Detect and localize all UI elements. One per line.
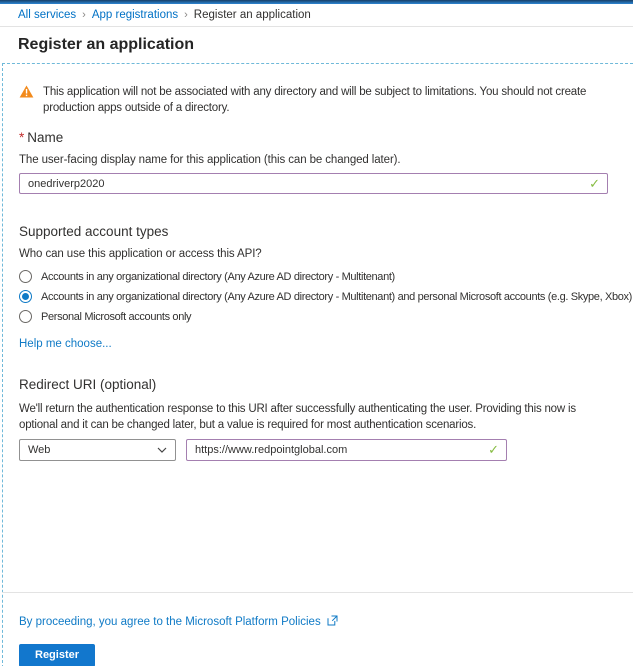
name-field-label: * Name [19, 130, 64, 145]
name-field-description: The user-facing display name for this application (this can be changed later). [19, 154, 401, 166]
radio-option-label: Accounts in any organizational directory (Any Azure AD directory - Multitenant) [41, 270, 395, 283]
redirect-type-selected-value: Web [28, 444, 51, 456]
redirect-uri-description: We'll return the authentication response to this URI after successfully authenticating the user. Providing this now is optional and it can be changed later, but a value is required for most authentication scenarios. [19, 403, 576, 431]
redirect-type-select[interactable] [19, 439, 176, 461]
radio-option-label: Personal Microsoft accounts only [41, 310, 192, 323]
platform-policies-link[interactable]: By proceeding, you agree to the Microsoft Platform Policies [19, 616, 321, 628]
breadcrumb-current: Register an application [193, 9, 311, 21]
breadcrumb [0, 4, 633, 27]
register-application-panel [2, 63, 633, 666]
breadcrumb-link-app-registrations[interactable]: App registrations [91, 9, 179, 21]
help-me-choose-link[interactable]: Help me choose... [19, 338, 112, 350]
account-types-question: Who can use this application or access this API? [19, 248, 262, 260]
radio-option-org-directory[interactable] [19, 270, 633, 283]
policy-row [19, 613, 633, 631]
name-input[interactable] [19, 173, 608, 194]
external-link-icon [327, 613, 338, 631]
name-input-value: onedriverp2020 [28, 177, 105, 190]
warning-triangle-icon [19, 84, 34, 116]
redirect-uri-value: https://www.redpointglobal.com [195, 444, 348, 456]
required-asterisk: * [19, 130, 25, 145]
spacer [19, 461, 633, 592]
page-title: Register an application [18, 36, 195, 53]
radio-button-icon[interactable] [19, 310, 32, 323]
radio-option-org-directory-and-personal[interactable] [19, 290, 633, 303]
supported-account-types-heading: Supported account types [19, 224, 169, 239]
radio-button-icon[interactable] [19, 270, 32, 283]
breadcrumb-separator: › [184, 9, 188, 21]
register-button[interactable]: Register [19, 644, 95, 666]
breadcrumb-separator: › [82, 9, 86, 21]
chevron-down-icon [157, 444, 167, 456]
redirect-uri-row [19, 439, 633, 461]
footer-divider [2, 592, 633, 593]
valid-checkmark-icon: ✓ [488, 442, 499, 458]
redirect-uri-heading: Redirect URI (optional) [19, 377, 157, 392]
breadcrumb-link-all-services[interactable]: All services [18, 9, 77, 21]
radio-button-selected-icon[interactable] [19, 290, 32, 303]
warning-banner [19, 84, 604, 116]
warning-text: This application will not be associated with any directory and will be subject to limitations. You should not create production apps outside of a directory. [43, 86, 587, 114]
redirect-uri-input[interactable] [186, 439, 507, 461]
radio-option-label: Accounts in any organizational directory (Any Azure AD directory - Multitenant) and personal Microsoft accounts (e.g. Skype, Xbox) [41, 290, 632, 303]
account-type-radio-group [19, 270, 633, 330]
valid-checkmark-icon: ✓ [589, 175, 600, 191]
radio-option-personal-only[interactable] [19, 310, 633, 323]
